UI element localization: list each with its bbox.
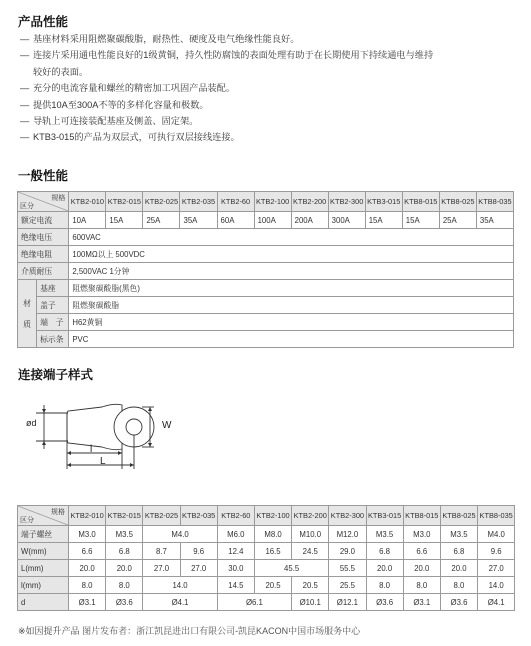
big-l-label: L(mm) (18, 560, 69, 577)
material-row (18, 331, 514, 348)
model-header: KTB2-100 (254, 506, 291, 526)
model-header: KTB2-015 (106, 192, 143, 212)
d-cell: Ø12.1 (329, 594, 366, 611)
insulation-resistance-row (18, 246, 514, 263)
w-cell: 6.8 (106, 543, 143, 560)
small-l-cell: 14.0 (143, 577, 217, 594)
model-header: KTB2-60 (217, 192, 254, 212)
feature-item: — 充分的电流容量和螺丝的精密加工巩固产品装配。 (20, 80, 515, 96)
model-header: KTB8-015 (403, 506, 440, 526)
screw-cell: M8.0 (254, 526, 291, 543)
w-cell: 12.4 (217, 543, 254, 560)
screw-cell: M10.0 (292, 526, 329, 543)
screw-cell: M3.5 (440, 526, 477, 543)
material-value: 阻燃聚碳酸脂(黑色) (69, 280, 514, 297)
features-list (20, 31, 515, 146)
insulation-voltage-label: 绝缘电压 (18, 229, 69, 246)
dielectric-row (18, 263, 514, 280)
rated-current-cell: 35A (180, 212, 217, 229)
dims-header-row (18, 506, 515, 526)
model-header: KTB2-035 (180, 192, 217, 212)
model-header: KTB2-200 (291, 192, 328, 212)
d-row (18, 594, 515, 611)
footer (18, 624, 360, 637)
footer-note: ※如因提升产品 (18, 626, 80, 636)
d-cell: Ø4.1 (478, 594, 515, 611)
screw-label: 端子螺丝 (18, 526, 69, 543)
big-l-cell: 20.0 (366, 560, 403, 577)
material-side-char: 材 (23, 298, 31, 308)
screw-cell: M12.0 (329, 526, 366, 543)
small-l-cell: 25.5 (329, 577, 366, 594)
d-cell: Ø10.1 (292, 594, 329, 611)
material-value: PVC (69, 331, 514, 348)
corner-spec-label: 规格 (51, 195, 66, 202)
w-cell: 6.6 (403, 543, 440, 560)
corner-category-label: 区分 (20, 203, 34, 210)
material-side-label (18, 280, 37, 348)
insulation-voltage-row (18, 229, 514, 246)
material-value: 阻燃聚碳酸脂 (69, 297, 514, 314)
rated-current-cell: 25A (143, 212, 180, 229)
model-header: KTB3-015 (366, 506, 403, 526)
model-header: KTB2-200 (292, 506, 329, 526)
w-cell: 9.6 (180, 543, 217, 560)
rated-current-cell: 15A (106, 212, 143, 229)
model-header: KTB2-010 (69, 506, 106, 526)
model-header: KTB8-035 (478, 506, 515, 526)
big-l-cell: 27.0 (180, 560, 217, 577)
w-label: W(mm) (18, 543, 69, 560)
w-cell: 9.6 (478, 543, 515, 560)
screw-cell: M3.0 (403, 526, 440, 543)
model-header: KTB2-100 (254, 192, 291, 212)
corner-spec-label: 规格 (51, 509, 65, 516)
big-l-cell: 20.0 (440, 560, 477, 577)
big-l-cell: 30.0 (217, 560, 254, 577)
model-header: KTB8-025 (439, 192, 476, 212)
material-part: 盖子 (37, 297, 69, 314)
model-header: KTB2-300 (329, 506, 366, 526)
rated-current-cell: 200A (291, 212, 328, 229)
rated-current-cell: 25A (439, 212, 476, 229)
screw-cell: M3.5 (106, 526, 143, 543)
material-part: 标示条 (37, 331, 69, 348)
feature-item: — 提供10A至300A不等的多样化容量和极数。 (20, 97, 515, 113)
material-part: 基座 (37, 280, 69, 297)
screw-row (18, 526, 515, 543)
big-l-cell: 20.0 (69, 560, 106, 577)
rated-current-cell: 15A (365, 212, 402, 229)
spec-corner-cell (18, 192, 69, 212)
screw-cell: M6.0 (217, 526, 254, 543)
total-length-label: L (100, 456, 106, 467)
insulation-voltage-value: 600VAC (69, 229, 514, 246)
general-performance-table (17, 191, 514, 348)
corner-category-label: 区分 (20, 517, 34, 524)
rated-current-cell: 100A (254, 212, 291, 229)
big-l-row (18, 560, 515, 577)
insulation-resistance-label: 绝缘电阻 (18, 246, 69, 263)
small-l-cell: 14.0 (478, 577, 515, 594)
d-cell: Ø3.6 (106, 594, 143, 611)
d-label: d (18, 594, 69, 611)
material-row (18, 297, 514, 314)
w-cell: 16.5 (254, 543, 291, 560)
material-part: 端 子 (37, 314, 69, 331)
material-row (18, 314, 514, 331)
insulation-resistance-value: 100MΩ以上 500VDC (69, 246, 514, 263)
feature-item-continued: 较好的表面。 (33, 66, 89, 77)
model-header: KTB2-300 (328, 192, 365, 212)
small-l-cell: 8.0 (403, 577, 440, 594)
small-l-cell: 20.5 (292, 577, 329, 594)
screw-cell: M4.0 (143, 526, 217, 543)
model-header: KTB2-035 (180, 506, 217, 526)
d-cell: Ø4.1 (143, 594, 217, 611)
general-title: 一般性能 (18, 169, 69, 183)
spec-corner-cell (18, 506, 69, 526)
material-value: H62黄铜 (69, 314, 514, 331)
dielectric-value: 2,500VAC 1分钟 (69, 263, 514, 280)
d-cell: Ø3.6 (366, 594, 403, 611)
rated-current-cell: 300A (328, 212, 365, 229)
model-header: KTB8-035 (476, 192, 513, 212)
feature-item: — 导轨上可连接装配基座及侧盖、固定架。 (20, 113, 515, 129)
rated-current-cell: 15A (402, 212, 439, 229)
model-header: KTB8-015 (402, 192, 439, 212)
model-header: KTB8-025 (440, 506, 477, 526)
small-l-label: l(mm) (18, 577, 69, 594)
big-l-cell: 20.0 (106, 560, 143, 577)
w-row (18, 543, 515, 560)
small-l-cell: 8.0 (69, 577, 106, 594)
small-l-cell: 8.0 (106, 577, 143, 594)
d-cell: Ø3.6 (440, 594, 477, 611)
rated-current-cell: 35A (476, 212, 513, 229)
w-cell: 6.8 (440, 543, 477, 560)
big-l-cell: 27.0 (478, 560, 515, 577)
rated-current-label: 额定电流 (18, 212, 69, 229)
small-length-label: l (90, 444, 93, 455)
model-header: KTB3-015 (365, 192, 402, 212)
screw-cell: M3.0 (69, 526, 106, 543)
features-title: 产品性能 (18, 15, 69, 29)
width-label: W (162, 420, 172, 431)
big-l-cell: 55.5 (329, 560, 366, 577)
w-cell: 6.6 (69, 543, 106, 560)
model-header: KTB2-025 (143, 192, 180, 212)
material-side-char: 质 (23, 319, 31, 329)
terminal-dimensions-table (17, 505, 515, 611)
big-l-cell: 27.0 (143, 560, 180, 577)
model-header: KTB2-025 (143, 506, 180, 526)
screw-cell: M3.5 (366, 526, 403, 543)
feature-item: — 连接片采用通电性能良好的1级黄铜，持久性防腐蚀的表面处理有助于在长期使用下持续通电与维持 (20, 47, 515, 63)
d-cell: Ø6.1 (217, 594, 291, 611)
terminal-title: 连接端子样式 (18, 368, 94, 382)
material-row (18, 280, 514, 297)
big-l-cell: 45.5 (254, 560, 328, 577)
publisher-watermark: 图片发布者：浙江凯昆进出口有限公司-凯昆KACON中国市场服务中心 (82, 626, 361, 636)
small-l-cell: 20.5 (254, 577, 291, 594)
d-cell: Ø3.1 (69, 594, 106, 611)
w-cell: 24.5 (292, 543, 329, 560)
small-l-cell: 8.0 (366, 577, 403, 594)
small-l-cell: 8.0 (440, 577, 477, 594)
model-header: KTB2-60 (217, 506, 254, 526)
d-cell: Ø3.1 (403, 594, 440, 611)
model-header: KTB2-015 (106, 506, 143, 526)
feature-item: — KTB3-015的产品为双层式，可执行双层接线连接。 (20, 129, 515, 145)
dielectric-label: 介质耐压 (18, 263, 69, 280)
general-header-row (18, 192, 514, 212)
w-cell: 6.8 (366, 543, 403, 560)
rated-current-cell: 60A (217, 212, 254, 229)
small-l-row (18, 577, 515, 594)
small-l-cell: 14.5 (217, 577, 254, 594)
w-cell: 29.0 (329, 543, 366, 560)
diameter-label: ød (26, 418, 37, 428)
feature-item: — 基座材料采用阻燃聚碳酸脂，耐热性、硬度及电气绝缘性能良好。 (20, 31, 515, 47)
big-l-cell: 20.0 (403, 560, 440, 577)
rated-current-cell: 10A (69, 212, 106, 229)
model-header: KTB2-010 (69, 192, 106, 212)
rated-current-row (18, 212, 514, 229)
w-cell: 8.7 (143, 543, 180, 560)
screw-cell: M4.0 (478, 526, 515, 543)
